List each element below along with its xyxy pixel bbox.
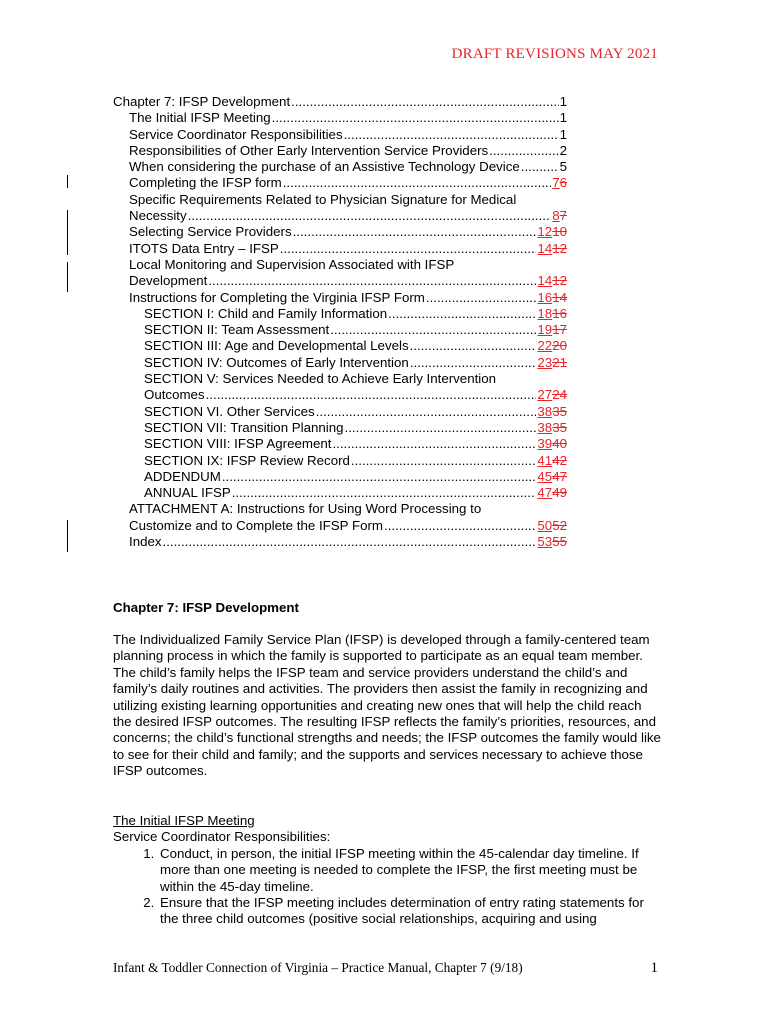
- toc-entry-line: Local Monitoring and Supervision Associated with IFSP: [129, 256, 455, 272]
- toc-page-number: [537, 322, 567, 338]
- draft-revisions-label: DRAFT REVISIONS MAY 2021: [451, 46, 658, 62]
- deleted-page-number: 7: [559, 208, 567, 224]
- deleted-page-number: 55: [552, 534, 567, 550]
- toc-page-number: 1: [559, 110, 567, 126]
- deleted-page-number: 24: [552, 387, 567, 403]
- toc-entry[interactable]: [113, 175, 567, 191]
- deleted-page-number: 49: [552, 485, 567, 501]
- toc-entry-title: Outcomes: [144, 387, 205, 403]
- toc-entry-title: SECTION VI. Other Services: [144, 403, 315, 419]
- chapter-heading: Chapter 7: IFSP Development: [113, 600, 299, 615]
- toc-entry[interactable]: [113, 224, 567, 240]
- toc-entry-line: Specific Requirements Related to Physician Signature for Medical: [129, 191, 517, 207]
- toc-entry[interactable]: [113, 127, 567, 143]
- dot-leader: [332, 436, 536, 452]
- toc-entry[interactable]: [113, 453, 567, 469]
- dot-leader: [489, 143, 558, 159]
- toc-page-number: [552, 175, 567, 191]
- change-bar: [67, 262, 68, 292]
- inserted-page-number: 8: [552, 208, 560, 224]
- toc-page-number: [537, 241, 567, 257]
- toc-entry[interactable]: [113, 322, 567, 338]
- inserted-page-number: 47: [537, 485, 553, 501]
- toc-entry-title: Necessity: [129, 208, 187, 224]
- toc-page-number: [537, 404, 567, 420]
- toc-entry-title: ADDENDUM: [144, 468, 221, 484]
- inserted-page-number: 50: [537, 517, 553, 533]
- section-title: The Initial IFSP Meeting: [113, 813, 255, 828]
- dot-leader: [272, 110, 559, 126]
- toc-page-number: 1: [559, 94, 567, 109]
- toc-page-number: 1: [559, 126, 567, 142]
- deleted-page-number: 6: [559, 175, 567, 191]
- toc-entry-title: Index: [129, 534, 162, 550]
- deleted-page-number: 12: [552, 240, 567, 256]
- toc-entry[interactable]: [113, 420, 567, 436]
- inserted-page-number: 38: [537, 419, 553, 435]
- dot-leader: [291, 94, 558, 110]
- dot-leader: [410, 338, 537, 354]
- dot-leader: [410, 355, 537, 371]
- dot-leader: [316, 404, 537, 420]
- dot-leader: [426, 290, 537, 306]
- inserted-page-number: 18: [537, 305, 553, 321]
- toc-page-number: 2: [559, 142, 567, 158]
- deleted-page-number: 40: [552, 436, 567, 452]
- toc-page-number: [537, 534, 567, 550]
- toc-page-number: [537, 387, 567, 403]
- deleted-page-number: 35: [552, 403, 567, 419]
- toc-entry-title: The Initial IFSP Meeting: [129, 110, 271, 126]
- inserted-page-number: 38: [537, 403, 553, 419]
- toc-entry-title: Service Coordinator Responsibilities: [129, 126, 343, 142]
- toc-entry-title: SECTION IX: IFSP Review Record: [144, 452, 350, 468]
- inserted-page-number: 14: [537, 240, 553, 256]
- dot-leader: [344, 127, 559, 143]
- toc-entry[interactable]: [113, 143, 567, 159]
- toc-entry-title: Customize and to Complete the IFSP Form: [129, 517, 383, 533]
- toc-entry[interactable]: [113, 404, 567, 420]
- inserted-page-number: 23: [537, 354, 553, 370]
- dot-leader: [384, 518, 536, 534]
- toc-entry-title: Selecting Service Providers: [129, 224, 292, 240]
- toc-page-number: [537, 436, 567, 452]
- toc-entry-title: SECTION IV: Outcomes of Early Intervention: [144, 354, 409, 370]
- deleted-page-number: 10: [552, 224, 567, 240]
- deleted-page-number: 14: [552, 289, 567, 305]
- dot-leader: [388, 306, 536, 322]
- toc-entry-title: SECTION II: Team Assessment: [144, 322, 330, 338]
- toc-entry[interactable]: [113, 355, 567, 371]
- inserted-page-number: 7: [552, 175, 560, 191]
- toc-page-number: [537, 420, 567, 436]
- toc-page-number: [537, 485, 567, 501]
- dot-leader: [163, 534, 537, 550]
- toc-entry[interactable]: [113, 241, 567, 257]
- deleted-page-number: 52: [552, 517, 567, 533]
- inserted-page-number: 12: [537, 224, 553, 240]
- toc-page-number: [537, 469, 567, 485]
- deleted-page-number: 21: [552, 354, 567, 370]
- deleted-page-number: 35: [552, 419, 567, 435]
- dot-leader: [222, 469, 537, 485]
- dot-leader: [208, 273, 536, 289]
- dot-leader: [345, 420, 537, 436]
- toc-entry-title: When considering the purchase of an Assistive Technology Device: [129, 159, 520, 175]
- responsibility-list: [113, 846, 663, 928]
- toc-entry-title: SECTION I: Child and Family Information: [144, 305, 388, 321]
- toc-entry[interactable]: [113, 338, 567, 354]
- toc-entry[interactable]: [113, 159, 567, 175]
- footer-text: Infant & Toddler Connection of Virginia – Practice Manual, Chapter 7 (9/18): [113, 960, 523, 975]
- toc-entry-title: Completing the IFSP form: [129, 175, 282, 191]
- toc-entry[interactable]: [113, 518, 567, 534]
- page-number: 1: [650, 960, 658, 976]
- toc-entry-title: Development: [129, 273, 208, 289]
- dot-leader: [232, 485, 537, 501]
- list-item: 2. Ensure that the IFSP meeting includes determination of entry rating statements for the three child outcomes (positive social relationships, acquiring and using: [158, 895, 663, 928]
- dot-leader: [283, 175, 551, 191]
- deleted-page-number: 20: [552, 338, 567, 354]
- toc-entry-line: SECTION V: Services Needed to Achieve Early Intervention: [144, 371, 497, 387]
- toc-page-number: [552, 208, 567, 224]
- toc-page-number: [537, 453, 567, 469]
- toc-entry-title: Chapter 7: IFSP Development: [113, 94, 291, 109]
- toc-entry-title: ANNUAL IFSP: [144, 485, 231, 501]
- inserted-page-number: 19: [537, 322, 553, 338]
- deleted-page-number: 12: [552, 273, 567, 289]
- subsection-title: Service Coordinator Responsibilities:: [113, 829, 331, 845]
- toc-entry[interactable]: [113, 94, 567, 110]
- toc-page-number: 5: [559, 159, 567, 175]
- toc-entry-title: Instructions for Completing the Virginia IFSP Form: [129, 289, 425, 305]
- change-bar: [67, 520, 68, 552]
- toc-entry[interactable]: [113, 485, 567, 501]
- toc-entry[interactable]: [113, 208, 567, 224]
- change-bar: [67, 210, 68, 255]
- toc-page-number: [537, 306, 567, 322]
- inserted-page-number: 27: [537, 387, 553, 403]
- toc-page-number: [537, 338, 567, 354]
- inserted-page-number: 22: [537, 338, 553, 354]
- deleted-page-number: 17: [552, 322, 567, 338]
- deleted-page-number: 16: [552, 305, 567, 321]
- dot-leader: [330, 322, 536, 338]
- toc-entry-title: SECTION III: Age and Developmental Levels: [144, 338, 409, 354]
- toc-entry-line: ATTACHMENT A: Instructions for Using Word Processing to: [129, 501, 482, 517]
- intro-paragraph: The Individualized Family Service Plan (IFSP) is developed through a family-centered team planning process in which the family is supported to participate as an equal team member. The child’s family helps the IFSP team and service providers understand the child’s and family’s daily routines and activities. The providers then assist the family in recognizing and utilizing existing learning opportunities and creating new ones that will help the child reach the desired IFSP outcomes. The resulting IFSP reflects the family’s priorities, resources, and concerns; the child’s functional strengths and needs; the IFSP outcomes the family would like to see for their child and family; and the supports and services necessary to achieve those IFSP outcomes.: [113, 632, 661, 779]
- toc-page-number: [537, 224, 567, 240]
- table-of-contents: [113, 94, 567, 550]
- toc-entry[interactable]: [113, 273, 567, 289]
- toc-page-number: [537, 273, 567, 289]
- toc-entry-title: ITOTS Data Entry – IFSP: [129, 240, 279, 256]
- deleted-page-number: 42: [552, 452, 567, 468]
- toc-page-number: [537, 518, 567, 534]
- inserted-page-number: 45: [537, 468, 553, 484]
- dot-leader: [293, 224, 537, 240]
- dot-leader: [206, 387, 537, 403]
- inserted-page-number: 53: [537, 534, 553, 550]
- list-item: 1. Conduct, in person, the initial IFSP meeting within the 45-calendar day timeline. If more than one meeting is needed to complete the IFSP, the first meeting must be within the 45-day timeline.: [158, 846, 663, 895]
- dot-leader: [280, 241, 537, 257]
- dot-leader: [188, 208, 552, 224]
- toc-page-number: [537, 355, 567, 371]
- inserted-page-number: 16: [537, 289, 553, 305]
- initial-meeting-section: [113, 813, 663, 928]
- toc-entry-title: SECTION VII: Transition Planning: [144, 419, 344, 435]
- toc-entry[interactable]: [113, 436, 567, 452]
- toc-entry[interactable]: [113, 469, 567, 485]
- inserted-page-number: 39: [537, 436, 553, 452]
- toc-entry[interactable]: [113, 387, 567, 403]
- dot-leader: [351, 453, 536, 469]
- toc-page-number: [537, 290, 567, 306]
- change-bar: [67, 175, 68, 188]
- deleted-page-number: 47: [552, 468, 567, 484]
- page-footer: [113, 960, 658, 977]
- toc-entry[interactable]: [113, 534, 567, 550]
- toc-entry[interactable]: [113, 290, 567, 306]
- toc-entry[interactable]: [113, 306, 567, 322]
- inserted-page-number: 41: [537, 452, 553, 468]
- dot-leader: [521, 159, 559, 175]
- toc-entry[interactable]: [113, 110, 567, 126]
- toc-entry-title: Responsibilities of Other Early Intervention Service Providers: [129, 142, 489, 158]
- inserted-page-number: 14: [537, 273, 553, 289]
- toc-entry-title: SECTION VIII: IFSP Agreement: [144, 436, 332, 452]
